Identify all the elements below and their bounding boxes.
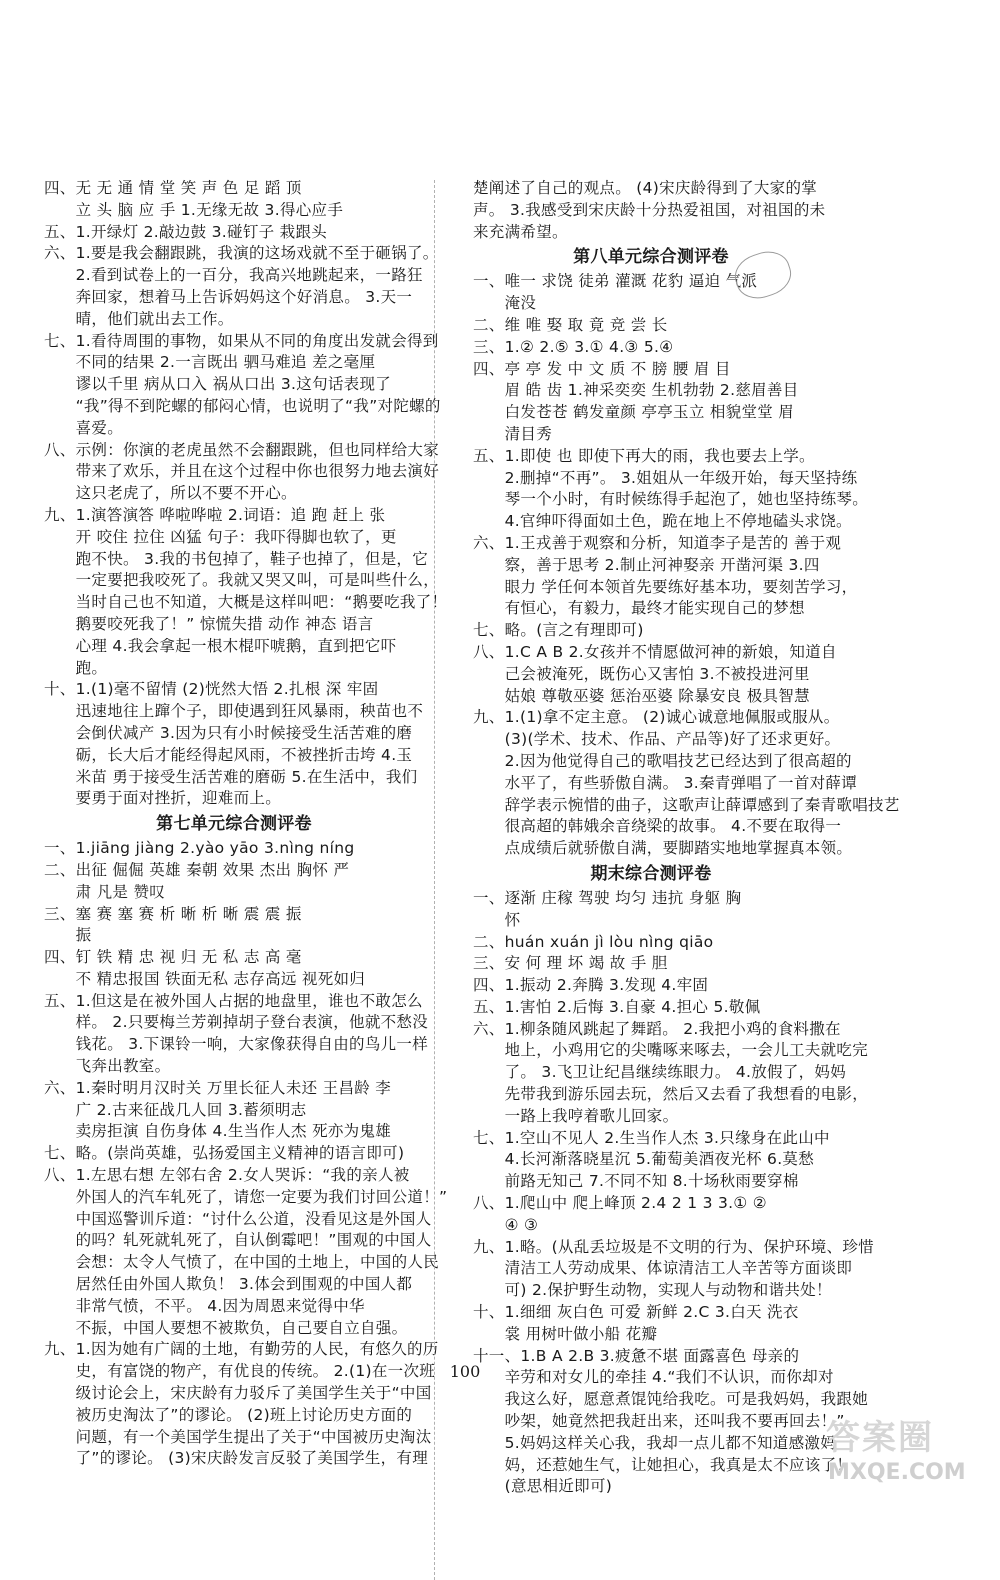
answer-line: 立 头 脑 应 手 1.无缘无故 3.得心应手 <box>44 200 344 219</box>
answer-line: 地上，小鸡用它的尖嘴啄来啄去，一会儿工夫就吃完 <box>473 1041 869 1060</box>
answer-line: 了”的谬论。 (3)宋庆龄发言反驳了美国学生，有理 <box>44 1449 429 1468</box>
answer-line: 六、1.要是我会翻跟跳，我演的这场戏就不至于砸锅了。 <box>44 244 439 263</box>
answer-line: 三、1.② 2.⑤ 3.① 4.③ 5.④ <box>473 337 674 356</box>
answer-line: 带来了欢乐，并且在这个过程中你也很努力地去演好 <box>44 462 440 481</box>
answer-line: 一定要把我咬死了。我就又哭又叫，可是叫些什么， <box>44 571 440 590</box>
answer-line: 被历史淘汰了”的谬论。 (2)班上讨论历史方面的 <box>44 1405 413 1424</box>
answer-line: 五、1.开绿灯 2.敲边鼓 3.碰钉子 栽跟头 <box>44 222 328 241</box>
answer-line: (3)(学术、技术、作品、产品等)好了还求更好。 <box>473 730 841 749</box>
answer-line: 跑不快。 3.我的书包掉了，鞋子也掉了，但是，它 <box>44 549 429 568</box>
section-heading: 期末综合测评卷 <box>590 863 712 884</box>
answer-line: 米苗 勇于接受生活苦难的磨砺 5.在生活中，我们 <box>44 767 418 786</box>
answer-line: 广 2.古来征战几人回 3.蓄须明志 <box>44 1100 307 1119</box>
page-number: 100 <box>449 1362 481 1381</box>
answer-line: 淹没 <box>473 294 537 313</box>
answer-line: 二、huán xuán jì lòu nìng qiāo <box>473 932 714 951</box>
answer-line: 点成绩后就骄傲自满，要脚踏实地地掌握真本领。 <box>473 839 853 858</box>
answer-line: 三、安 何 理 坏 竭 故 手 胆 <box>473 954 668 973</box>
answer-line: 六、1.王戎善于观察和分析，知道李子是苦的 善于观 <box>473 533 842 552</box>
answer-line: 5.妈妈这样关心我，我却一点儿都不知道感激妈 <box>473 1433 836 1452</box>
answer-line: 八、示例：你演的老虎虽然不会翻跟跳，但也同样给大家 <box>44 440 440 459</box>
answer-line: 心理 4.我会拿起一根木棍吓唬鹅，直到把它吓 <box>44 636 397 655</box>
answer-line: 非常气愤，不平。 4.因为周恩来觉得中华 <box>44 1296 365 1315</box>
answer-line: 有恒心，有毅力，最终才能实现自己的梦想 <box>473 599 805 618</box>
answer-line: 六、1.柳条随风跳起了舞蹈。 2.我把小鸡的食料撒在 <box>473 1019 841 1038</box>
answer-line: 八、1.左思右想 左邻右舍 2.女人哭诉：“我的亲人被 <box>44 1166 410 1185</box>
answer-line: 2.删掉“不再”。 3.姐姐从一年级开始，每天坚持练 <box>473 468 858 487</box>
answer-line: 五、1.害怕 2.后悔 3.自豪 4.担心 5.敬佩 <box>473 997 761 1016</box>
answer-line: 十、1.细细 灰白色 可爱 新鲜 2.C 3.白天 洗衣 <box>473 1303 799 1322</box>
answer-line: 这只老虎了，所以不要不开心。 <box>44 484 297 503</box>
answer-line: 十、1.(1)毫不留情 (2)恍然大悟 2.扎根 深 牢固 <box>44 680 379 699</box>
answer-line: 不 精忠报国 铁面无私 志存高远 视死如归 <box>44 969 366 988</box>
answer-line: 4.长河渐落晓星沉 5.葡萄美酒夜光杯 6.莫愁 <box>473 1150 815 1169</box>
answer-line: 一、逐渐 庄稼 驾驶 均匀 违抗 身躯 胸 <box>473 888 742 907</box>
answer-line: 样。 2.只要梅兰芳剃掉胡子登台表演，他就不愁没 <box>44 1013 429 1032</box>
section-heading: 第八单元综合测评卷 <box>573 247 729 268</box>
answer-line: 九、1.演答演答 哗啦哗啦 2.词语：追 跑 赶上 张 <box>44 505 386 524</box>
answer-line: 中国巡警训斥道：“讨什么公道，没看见这是外国人 <box>44 1209 432 1228</box>
answer-line: 水平了，有些骄傲自满。 3.秦青弹唱了一首对薛谭 <box>473 773 858 792</box>
answer-line: 不同的结果 2.一言既出 驷马难追 差之毫厘 <box>44 353 376 372</box>
answer-line: 怀 <box>473 910 521 929</box>
answer-line: 奔回家，想着马上告诉妈妈这个好消息。 3.天一 <box>44 287 413 306</box>
answer-line: 2.因为他觉得自己的歌唱技艺已经达到了很高超的 <box>473 751 852 770</box>
answer-line: 不振，中国人要想不被欺负，自己要自立自强。 <box>44 1318 408 1337</box>
answer-line: 妈，还惹她生气，让她担心，我真是太不应该了！ <box>473 1455 853 1474</box>
answer-line: 会想：太令人气愤了，在中国的土地上，中国的人民 <box>44 1253 440 1272</box>
answer-line: 姑娘 尊敬巫婆 惩治巫婆 除暴安良 极具智慧 <box>473 686 810 705</box>
answer-line: 飞奔出教室。 <box>44 1057 171 1076</box>
answer-line: ④ ③ <box>473 1215 539 1234</box>
answer-line: 九、1.因为她有广阔的土地，有勤劳的人民，有悠久的历 <box>44 1340 439 1359</box>
answer-line: 眉 皓 齿 1.神采奕奕 生机勃勃 2.慈眉善目 <box>473 381 799 400</box>
answer-line: 八、1.爬山中 爬上峰顶 2.4 2 1 3 3.① ② <box>473 1194 767 1213</box>
answer-line: 居然任由外国人欺负！ 3.体会到围观的中国人都 <box>44 1275 413 1294</box>
answer-line: 辞学表示惋惜的曲子，这歌声让薛谭感到了秦青歌唱技艺 <box>473 795 900 814</box>
answer-line: 五、1.即使 也 即使下再大的雨，我也要去上学。 <box>473 446 815 465</box>
answer-line: 跑。 <box>44 658 108 677</box>
answer-line: 振 <box>44 926 92 945</box>
answer-line: 外国人的汽车轧死了，请您一定要为我们讨回公道！” <box>44 1187 448 1206</box>
answer-line: 己会被淹死，既伤心又害怕 3.不被投进河里 <box>473 664 810 683</box>
answer-line: 四、钉 铁 精 忠 视 归 无 私 志 高 毫 <box>44 948 302 967</box>
answer-line: 一路上我哼着歌儿回家。 <box>473 1106 679 1125</box>
answer-line: 问题，有一个美国学生提出了关于“中国被历史淘汰 <box>44 1427 432 1446</box>
answer-line: 六、1.秦时明月汉时关 万里长征人未还 王昌龄 李 <box>44 1078 392 1097</box>
answer-line: 来充满希望。 <box>473 222 568 241</box>
answer-line: 楚阐述了自己的观点。 (4)宋庆龄得到了大家的掌 <box>473 179 818 197</box>
answer-line: 二、出征 倔倔 英雄 秦朝 效果 杰出 胸怀 严 <box>44 860 350 879</box>
answer-line: 七、1.看待周围的事物，如果从不同的角度出发就会得到 <box>44 331 439 350</box>
answer-line: 九、1.略。(从乱丢垃圾是不文明的行为、保护环境、珍惜 <box>473 1237 874 1256</box>
answer-line: 先带我到游乐园去玩，然后又去看了我想看的电影， <box>473 1085 869 1104</box>
watermark <box>826 1410 996 1490</box>
answer-line: 声。 3.我感受到宋庆龄十分热爱祖国，对祖国的未 <box>473 200 826 219</box>
answer-line: 九、1.(1)拿不定主意。 (2)诚心诚意地佩服或服从。 <box>473 708 840 727</box>
answer-line: 会倒伏减产 3.因为只有小时候接受生活苦难的磨 <box>44 723 413 742</box>
answer-line: 卖房拒演 自伤身体 4.生当作人杰 死亦为鬼雄 <box>44 1122 392 1141</box>
left-column <box>44 178 448 1470</box>
answer-line: 十一、1.B A 2.B 3.疲惫不堪 面露喜色 母亲的 <box>473 1346 800 1365</box>
answer-line: 要勇于面对挫折，迎难而上。 <box>44 789 282 808</box>
answer-line: (意思相近即可) <box>473 1477 613 1496</box>
answer-line: 辛劳和对女儿的牵挂 4.“我们不认识，而你却对 <box>473 1368 834 1387</box>
answer-line: 眼力 学任何本领首先要练好基本功，要刻苦学习， <box>473 577 858 596</box>
answer-line: 谬以千里 病从口入 祸从口出 3.这句话表现了 <box>44 375 392 394</box>
answer-line: 四、亭 亭 发 中 文 质 不 膀 腰 眉 目 <box>473 359 731 378</box>
answer-line: 的吗？轧死就轧死了，自认倒霉吧！”围观的中国人 <box>44 1231 432 1250</box>
section-heading: 第七单元综合测评卷 <box>156 814 312 835</box>
answer-line: 四、无 无 通 情 堂 笑 声 色 足 蹈 顶 <box>44 179 302 197</box>
answer-line: 二、维 唯 娶 取 竟 竞 尝 长 <box>473 315 668 334</box>
answer-line: 一、1.jiāng jiàng 2.yào yāo 3.nìng níng <box>44 839 355 858</box>
answer-line: 清目秀 <box>473 424 553 443</box>
answer-line: 三、塞 赛 塞 赛 析 晰 析 晰 震 震 振 <box>44 904 302 923</box>
answer-line: 砺，长大后才能经得起风雨，不被挫折击垮 4.玉 <box>44 745 413 764</box>
answer-line: “我”得不到陀螺的郁闷心情，也说明了“我”对陀螺的 <box>44 396 441 415</box>
answer-line: 史，有富饶的物产，有优良的传统。 2.(1)在一次班 <box>44 1362 436 1381</box>
answer-line: 我这么好，愿意煮馄饨给我吃。可是我妈妈，我跟她 <box>473 1390 869 1409</box>
answer-line: 晴，他们就出去工作。 <box>44 309 234 328</box>
answer-line: 可) 2.保护野生动物，实现人与动物和谐共处！ <box>473 1281 832 1300</box>
answer-line: 七、略。(言之有理即可) <box>473 621 644 640</box>
watermark-logo: 答案圈 <box>826 1418 934 1458</box>
answer-line: 肃 凡是 赞叹 <box>44 882 166 901</box>
answer-line: 了。 3.飞卫让纪昌继续练眼力。 4.放假了，妈妈 <box>473 1063 847 1082</box>
answer-line: 四、1.振动 2.奔腾 3.发现 4.牢固 <box>473 976 709 995</box>
watermark-url: MXQE.COM <box>828 1460 966 1485</box>
answer-line: 很高超的韩娥余音绕梁的故事。 4.不要在取得一 <box>473 817 842 836</box>
answer-line: 八、1.C A B 2.女孩并不情愿做河神的新娘，知道自 <box>473 642 837 661</box>
answer-line: 吵架，她竟然把我赶出来，还叫我不要再回去！” <box>473 1412 845 1431</box>
answer-line: 五、1.但这是在被外国人占据的地盘里，谁也不敢怎么 <box>44 991 423 1010</box>
answer-line: 七、略。(崇尚英雄，弘扬爱国主义精神的语言即可) <box>44 1144 405 1163</box>
answer-line: 喜爱。 <box>44 418 124 437</box>
answer-line: 琴一个小时，有时候练得手起泡了，她也坚持练琴。 <box>473 490 869 509</box>
answer-line: 2.看到试卷上的一百分，我高兴地跳起来，一路狂 <box>44 266 423 285</box>
answer-line: 白发苍苍 鹤发童颜 亭亭玉立 相貌堂堂 眉 <box>473 403 795 422</box>
answer-line: 裳 用树叶做小船 花瓣 <box>473 1324 658 1343</box>
answer-line: 一、唯一 求饶 徒弟 灌溉 花豹 逼迫 气派 <box>473 272 758 291</box>
answer-line: 开 咬住 拉住 凶猛 句子：我吓得脚也软了，更 <box>44 527 397 546</box>
answer-line: 当时自己也不知道，大概是这样叫吧：“鹅要吃我了！ <box>44 593 448 612</box>
answer-line: 七、1.空山不见人 2.生当作人杰 3.只缘身在此山中 <box>473 1128 830 1147</box>
answer-line: 察，善于思考 2.制止河神娶亲 开凿河渠 3.四 <box>473 555 820 574</box>
answer-line: 清洁工人劳动成果、体谅清洁工人辛苦等方面谈即 <box>473 1259 853 1278</box>
answer-line: 钱花。 3.下课铃一响，大家像获得自由的鸟儿一样 <box>44 1035 429 1054</box>
answer-line: 鹅要咬死我了！” 惊慌失措 动作 神态 语言 <box>44 614 374 633</box>
answer-line: 迅速地往上蹿个子，即使遇到狂风暴雨，秧苗也不 <box>44 702 424 721</box>
answer-line: 4.官绅吓得面如土色，跪在地上不停地磕头求饶。 <box>473 512 852 531</box>
answer-line: 前路无知己 7.不同不知 8.十场秋雨要穿棉 <box>473 1172 799 1191</box>
answer-line: 级讨论会上，宋庆龄有力驳斥了美国学生关于“中国 <box>44 1384 432 1403</box>
